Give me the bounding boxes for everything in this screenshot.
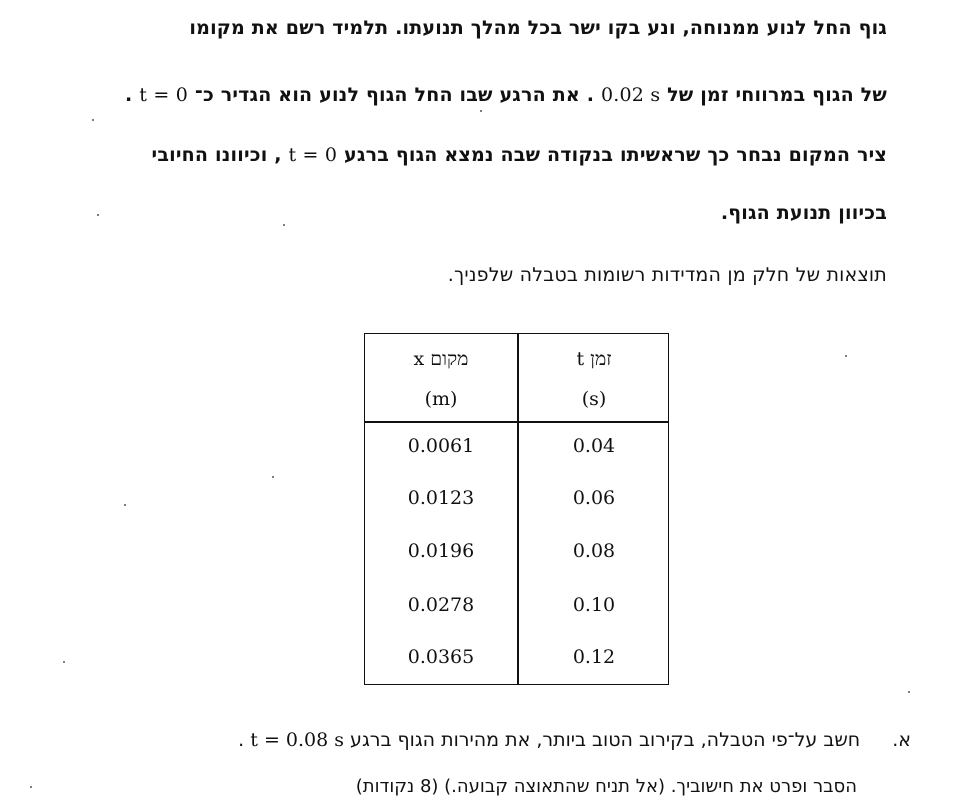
paragraph-line-2 [125,83,887,107]
question-text: הסבר ופרט את חישוביך. (אל תניח שהתאוצה קבועה.) (8 נקודות) [355,776,857,797]
scan-speck [124,504,126,506]
paragraph-text: ציר המקום נבחר כך שראשיתו בנקודה שבה נמצא הגוף ברגע [344,144,887,166]
question-letter: א. [892,729,911,751]
time-zero-value: t = 0 [288,144,338,166]
scan-speck [845,355,847,357]
question-time-value: t = 0.08 s [250,729,344,751]
paragraph-text: . [125,84,133,106]
table-cell-position: 0.0196 [407,540,475,562]
table-cell-time: 0.06 [572,487,616,509]
paragraph-line-4 [721,201,887,225]
paragraph-text: , וכיוונו החיובי [151,144,282,166]
scan-speck [92,119,94,121]
time-interval-value: 0.02 s [600,84,661,106]
table-cell-position: 0.0123 [407,487,475,509]
header-divider [365,421,668,423]
time-header-label: זמן t [576,348,612,370]
paragraph-text: . את הרגע שבו החל הגוף לנוע הוא הגדיר כ־ [194,84,595,106]
scan-speck [272,476,274,478]
scan-speck [480,110,482,112]
table-cell-time: 0.04 [572,435,616,457]
position-header-unit: (m) [424,388,458,410]
measurements-table [364,333,669,685]
position-header-label: מקום x [413,348,469,370]
position-column-header [365,334,517,410]
paragraph-text: גוף החל לנוע ממנוחה, ונע בקו ישר בכל מהלך תנועתו. תלמיד רשם את מקומו [189,17,887,39]
scan-speck [97,214,99,216]
table-cell-position: 0.0278 [407,594,475,616]
paragraph-text: בכיוון תנועת הגוף. [720,202,887,224]
scan-speck [283,224,285,226]
scan-speck [30,786,32,788]
table-cell-time: 0.12 [572,646,616,668]
table-cell-time: 0.08 [572,540,616,562]
paragraph-line-3 [152,143,887,167]
time-zero-value: t = 0 [139,84,189,106]
paragraph-line-1 [189,16,887,40]
scan-speck [908,691,910,693]
paragraph-text: תוצאות של חלק מן המדידות רשומות בטבלה שלפניך. [447,264,887,286]
question-a-line-1 [238,729,911,751]
time-column-header [518,334,670,410]
question-a-line-2 [356,776,857,797]
table-cell-position: 0.0061 [407,435,475,457]
question-text: . [238,729,245,751]
time-header-unit: (s) [581,388,607,410]
scan-speck [63,661,65,663]
question-text: חשב על־פי הטבלה, בקירוב הטוב ביותר, את מהירות הגוף ברגע [350,729,861,751]
table-cell-time: 0.10 [572,594,616,616]
table-cell-position: 0.0365 [407,646,475,668]
paragraph-text: של הגוף במרווחי זמן של [667,84,887,106]
paragraph-line-5 [448,263,887,287]
